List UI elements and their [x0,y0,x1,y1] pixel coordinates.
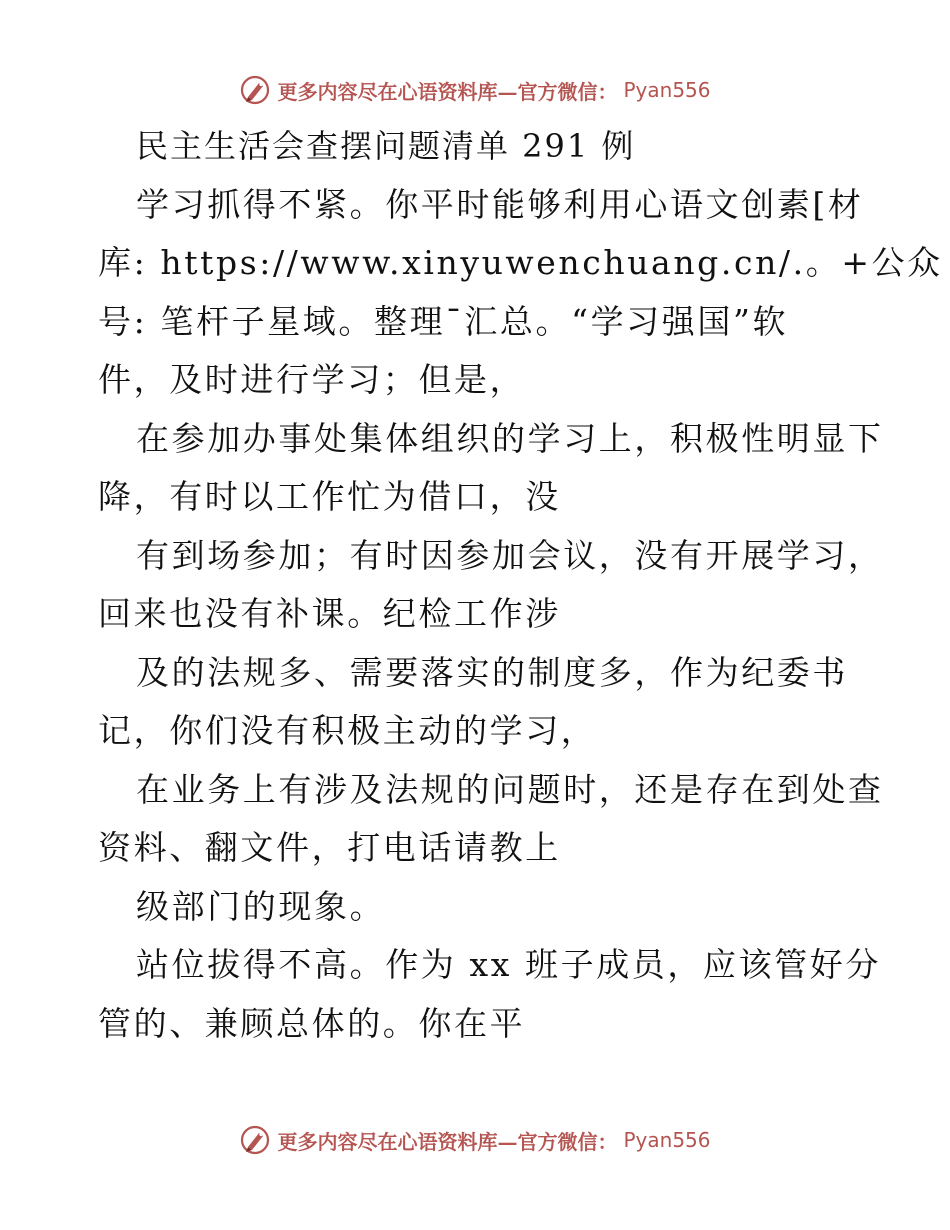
text-line: 在参加办事处集体组织的学习上，积极性明显下 [136,418,884,458]
document-title: 民主生活会查摆问题清单 291 例 [136,127,636,165]
pen-logo-icon [239,74,271,106]
text-line: 库: https://www.xinyuwenchuang.cn/.。+公众 [98,243,943,282]
text-line: 管的、兼顾总体的。你在平 [98,1003,526,1043]
text-line: 站位拔得不高。作为 xx 班子成员，应该管好分 [136,945,882,984]
text-line: 级部门的现象。 [136,886,386,926]
footer-banner [0,1120,950,1160]
text-line: 号: 笔杆子星域。整理¯汇总。“学习强国”软 [98,301,789,341]
text-line: 在业务上有涉及法规的问题时，还是存在到处查 [136,769,884,809]
text-line: 学习抓得不紧。你平时能够利用心语文创素[材 [136,184,864,224]
banner-text: 更多内容尽在心语资料库—官方微信： [277,1129,618,1154]
text-line: 记，你们没有积极主动的学习， [98,711,597,750]
text-line: 及的法规多、需要落实的制度多，作为纪委书 [136,652,848,692]
document-body [98,117,943,1053]
text-line: 有到场参加；有时因参加会议，没有开展学习， [136,535,884,575]
text-line: 降，有时以工作忙为借口，没 [98,477,561,516]
banner-wechat-id: Pyan556 [623,78,711,102]
text-line: 件，及时进行学习；但是， [98,360,526,399]
text-line: 资料、翻文件，打电话请教上 [98,828,561,867]
pen-logo-icon [239,1124,271,1156]
banner-text: 更多内容尽在心语资料库—官方微信： [277,79,618,104]
text-line: 回来也没有补课。纪检工作涉 [98,594,561,633]
banner-wechat-id: Pyan556 [623,1128,711,1152]
header-banner [0,70,950,110]
